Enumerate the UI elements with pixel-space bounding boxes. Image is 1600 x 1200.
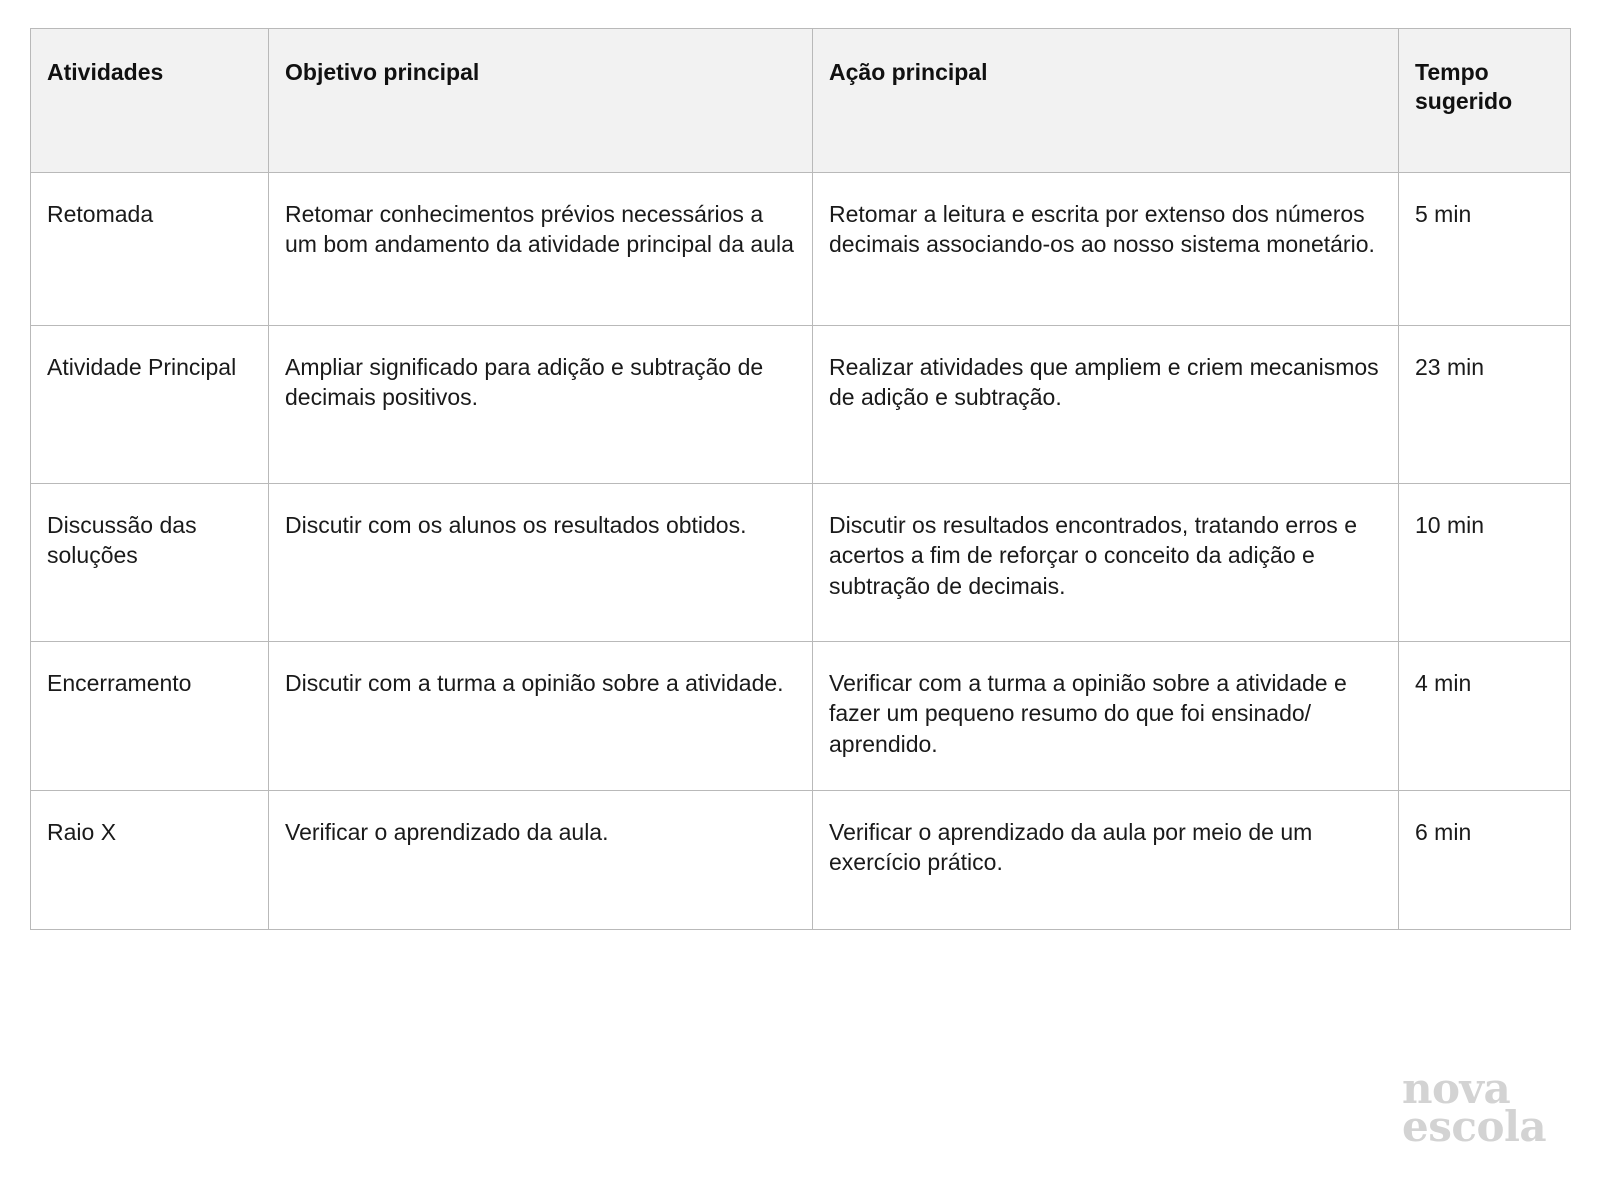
logo-line-nova: nova <box>1402 1063 1511 1113</box>
logo-line-escola: escola <box>1402 1102 1547 1152</box>
cell-activity: Atividade Principal <box>31 326 269 484</box>
cell-time: 5 min <box>1399 173 1571 326</box>
cell-activity: Encerramento <box>31 642 269 791</box>
cell-time: 6 min <box>1399 791 1571 930</box>
cell-activity: Retomada <box>31 173 269 326</box>
column-header-objetivo-principal: Objetivo principal <box>269 29 813 173</box>
table-row <box>31 642 1571 791</box>
table-header <box>31 29 1571 173</box>
nova-escola-logo <box>1402 1063 1562 1152</box>
table-header-row <box>31 29 1571 173</box>
cell-action: Verificar com a turma a opinião sobre a atividade e fazer um pequeno resumo do que foi ensinado/ aprendido. <box>813 642 1399 791</box>
cell-activity: Discussão das soluções <box>31 484 269 642</box>
cell-activity: Raio X <box>31 791 269 930</box>
table-row <box>31 791 1571 930</box>
cell-action: Retomar a leitura e escrita por extenso dos números decimais associando-os ao nosso sistema monetário. <box>813 173 1399 326</box>
column-header-acao-principal: Ação principal <box>813 29 1399 173</box>
lesson-plan-table <box>30 28 1571 930</box>
cell-objective: Discutir com os alunos os resultados obtidos. <box>269 484 813 642</box>
cell-time: 4 min <box>1399 642 1571 791</box>
column-header-tempo-sugerido: Tempo sugerido <box>1399 29 1571 173</box>
table-row <box>31 326 1571 484</box>
cell-time: 10 min <box>1399 484 1571 642</box>
cell-action: Realizar atividades que ampliem e criem mecanismos de adição e subtração. <box>813 326 1399 484</box>
table-row <box>31 484 1571 642</box>
cell-objective: Retomar conhecimentos prévios necessários a um bom andamento da atividade principal da aula <box>269 173 813 326</box>
table-row <box>31 173 1571 326</box>
cell-time: 23 min <box>1399 326 1571 484</box>
cell-objective: Discutir com a turma a opinião sobre a atividade. <box>269 642 813 791</box>
cell-action: Verificar o aprendizado da aula por meio de um exercício prático. <box>813 791 1399 930</box>
cell-action: Discutir os resultados encontrados, tratando erros e acertos a fim de reforçar o conceito da adição e subtração de decimais. <box>813 484 1399 642</box>
cell-objective: Ampliar significado para adição e subtração de decimais positivos. <box>269 326 813 484</box>
column-header-atividades: Atividades <box>31 29 269 173</box>
table-body <box>31 173 1571 930</box>
cell-objective: Verificar o aprendizado da aula. <box>269 791 813 930</box>
